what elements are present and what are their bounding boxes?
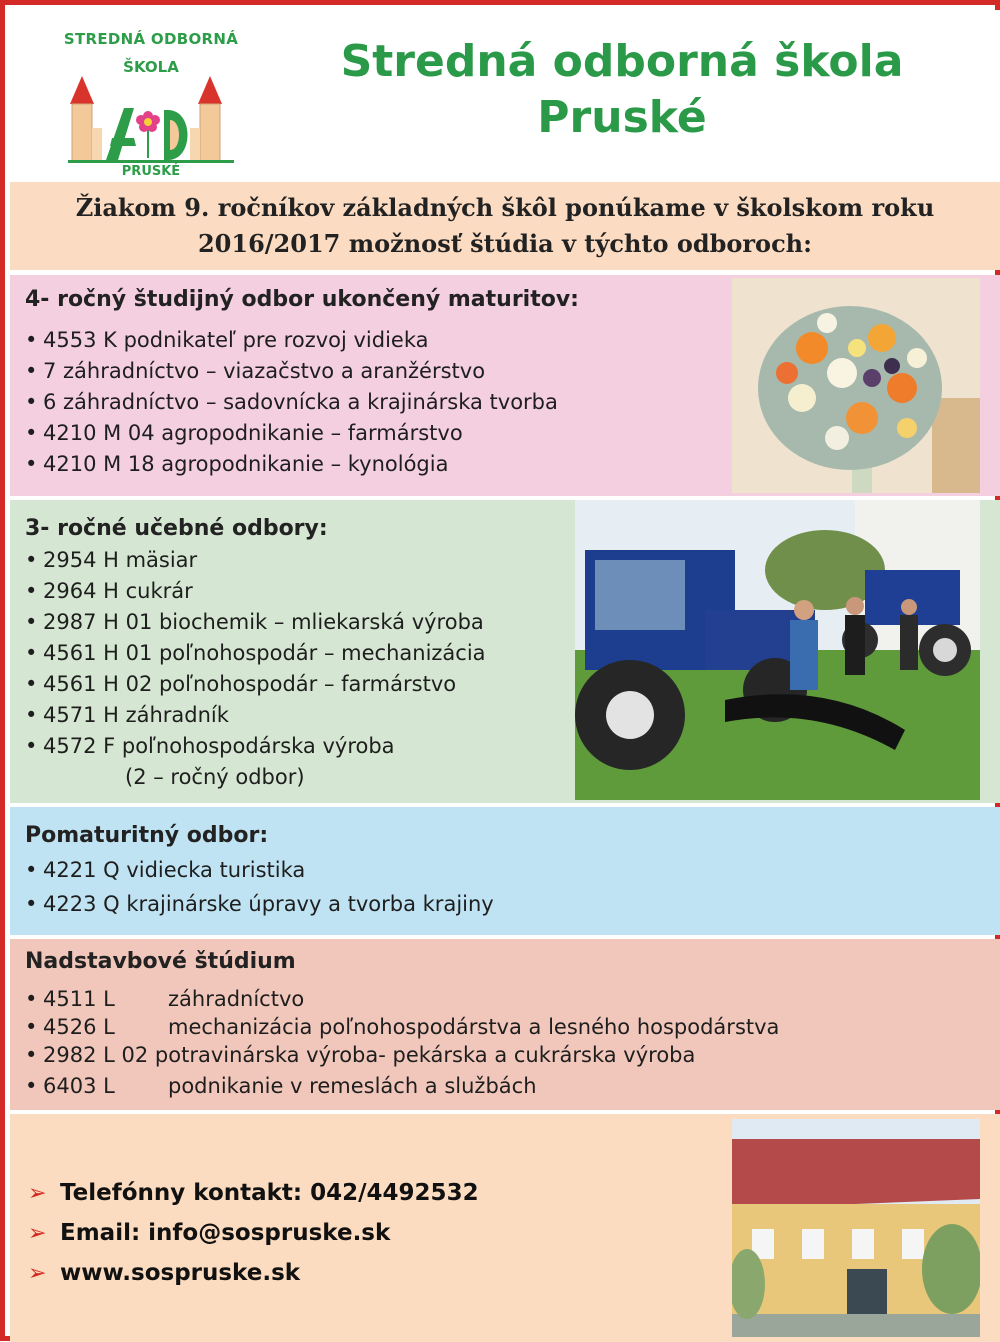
list-item: • 4526 L mechanizácia poľnohospodárstva a lesného hospodárstva bbox=[25, 1015, 780, 1039]
list-item: • 2954 H mäsiar bbox=[25, 548, 198, 572]
logo-text-line1: STREDNÁ ODBORNÁ bbox=[63, 30, 239, 48]
header bbox=[10, 10, 1000, 182]
intro-band bbox=[10, 182, 1000, 270]
four-year-list bbox=[25, 325, 558, 480]
tractor-image bbox=[575, 500, 980, 800]
section-contact bbox=[10, 1114, 1000, 1342]
title-line1: Stredná odborná škola bbox=[340, 36, 904, 87]
nadstavbove-list bbox=[25, 985, 779, 1101]
list-item: • 4571 H záhradník bbox=[25, 703, 229, 727]
school-logo bbox=[40, 28, 262, 183]
section-post-maturity bbox=[10, 807, 1000, 935]
section-title: Nadstavbové štúdium bbox=[25, 949, 296, 974]
list-item: • 4210 M 18 agropodnikanie – kynológia bbox=[25, 452, 449, 476]
arrow-icon: ➢ bbox=[28, 1221, 47, 1246]
school-building-image bbox=[732, 1119, 980, 1337]
logo-text-line3: PRUSKÉ bbox=[121, 164, 181, 179]
list-item: • 4511 L záhradníctvo bbox=[25, 987, 305, 1011]
list-item: • 2982 L 02 potravinárska výroba- pekárska a cukrárska výroba bbox=[25, 1043, 696, 1067]
list-item: • 2987 H 01 biochemik – mliekarská výroba bbox=[25, 610, 484, 634]
section-three-year bbox=[10, 500, 1000, 803]
section-title: 3- ročné učebné odbory: bbox=[25, 516, 328, 541]
logo-text-line2: ŠKOLA bbox=[123, 58, 179, 76]
list-item: • 4561 H 02 poľnohospodár – farmárstvo bbox=[25, 672, 457, 696]
intro-line1: Žiakom 9. ročníkov základných škôl ponúkame v školskom roku bbox=[75, 193, 935, 222]
arrow-icon: ➢ bbox=[28, 1181, 47, 1206]
list-item: • 6403 L podnikanie v remeslách a službách bbox=[25, 1074, 537, 1098]
contact-phone: ➢ Telefónny kontakt: 042/4492532 bbox=[28, 1180, 479, 1206]
three-year-list bbox=[25, 545, 486, 793]
section-four-year bbox=[10, 275, 1000, 496]
list-item: • 2964 H cukrár bbox=[25, 579, 193, 603]
section-nadstavbove bbox=[10, 939, 1000, 1110]
list-item: • 4210 M 04 agropodnikanie – farmárstvo bbox=[25, 421, 463, 445]
section-title: 4- ročný študijný odbor ukončený maturitov: bbox=[25, 287, 579, 312]
list-item: • 7 záhradníctvo – viazačstvo a aranžérstvo bbox=[25, 359, 486, 383]
section-title: Pomaturitný odbor: bbox=[25, 823, 269, 848]
flower-bouquet-image bbox=[732, 278, 980, 493]
logo-castle-icon bbox=[68, 54, 234, 164]
list-item: • 6 záhradníctvo – sadovnícka a krajinárska tvorba bbox=[25, 390, 558, 414]
page-title bbox=[272, 34, 972, 146]
list-item: • 4561 H 01 poľnohospodár – mechanizácia bbox=[25, 641, 486, 665]
list-item: • 4572 F poľnohospodárska výroba bbox=[25, 734, 395, 758]
list-item: • 4223 Q krajinárske úpravy a tvorba krajiny bbox=[25, 892, 494, 916]
contact-email[interactable]: ➢ Email: info@sospruske.sk bbox=[28, 1220, 391, 1246]
list-item-note: (2 – ročný odbor) bbox=[125, 765, 305, 789]
title-line2: Pruské bbox=[537, 92, 707, 143]
list-item: • 4553 K podnikateľ pre rozvoj vidieka bbox=[25, 328, 429, 352]
post-maturity-list bbox=[25, 855, 494, 920]
intro-line2: 2016/2017 možnosť štúdia v týchto odboroch: bbox=[197, 229, 812, 258]
contact-website-link[interactable]: ➢ www.sospruske.sk bbox=[28, 1260, 301, 1286]
list-item: • 4221 Q vidiecka turistika bbox=[25, 858, 306, 882]
arrow-icon: ➢ bbox=[28, 1261, 47, 1286]
